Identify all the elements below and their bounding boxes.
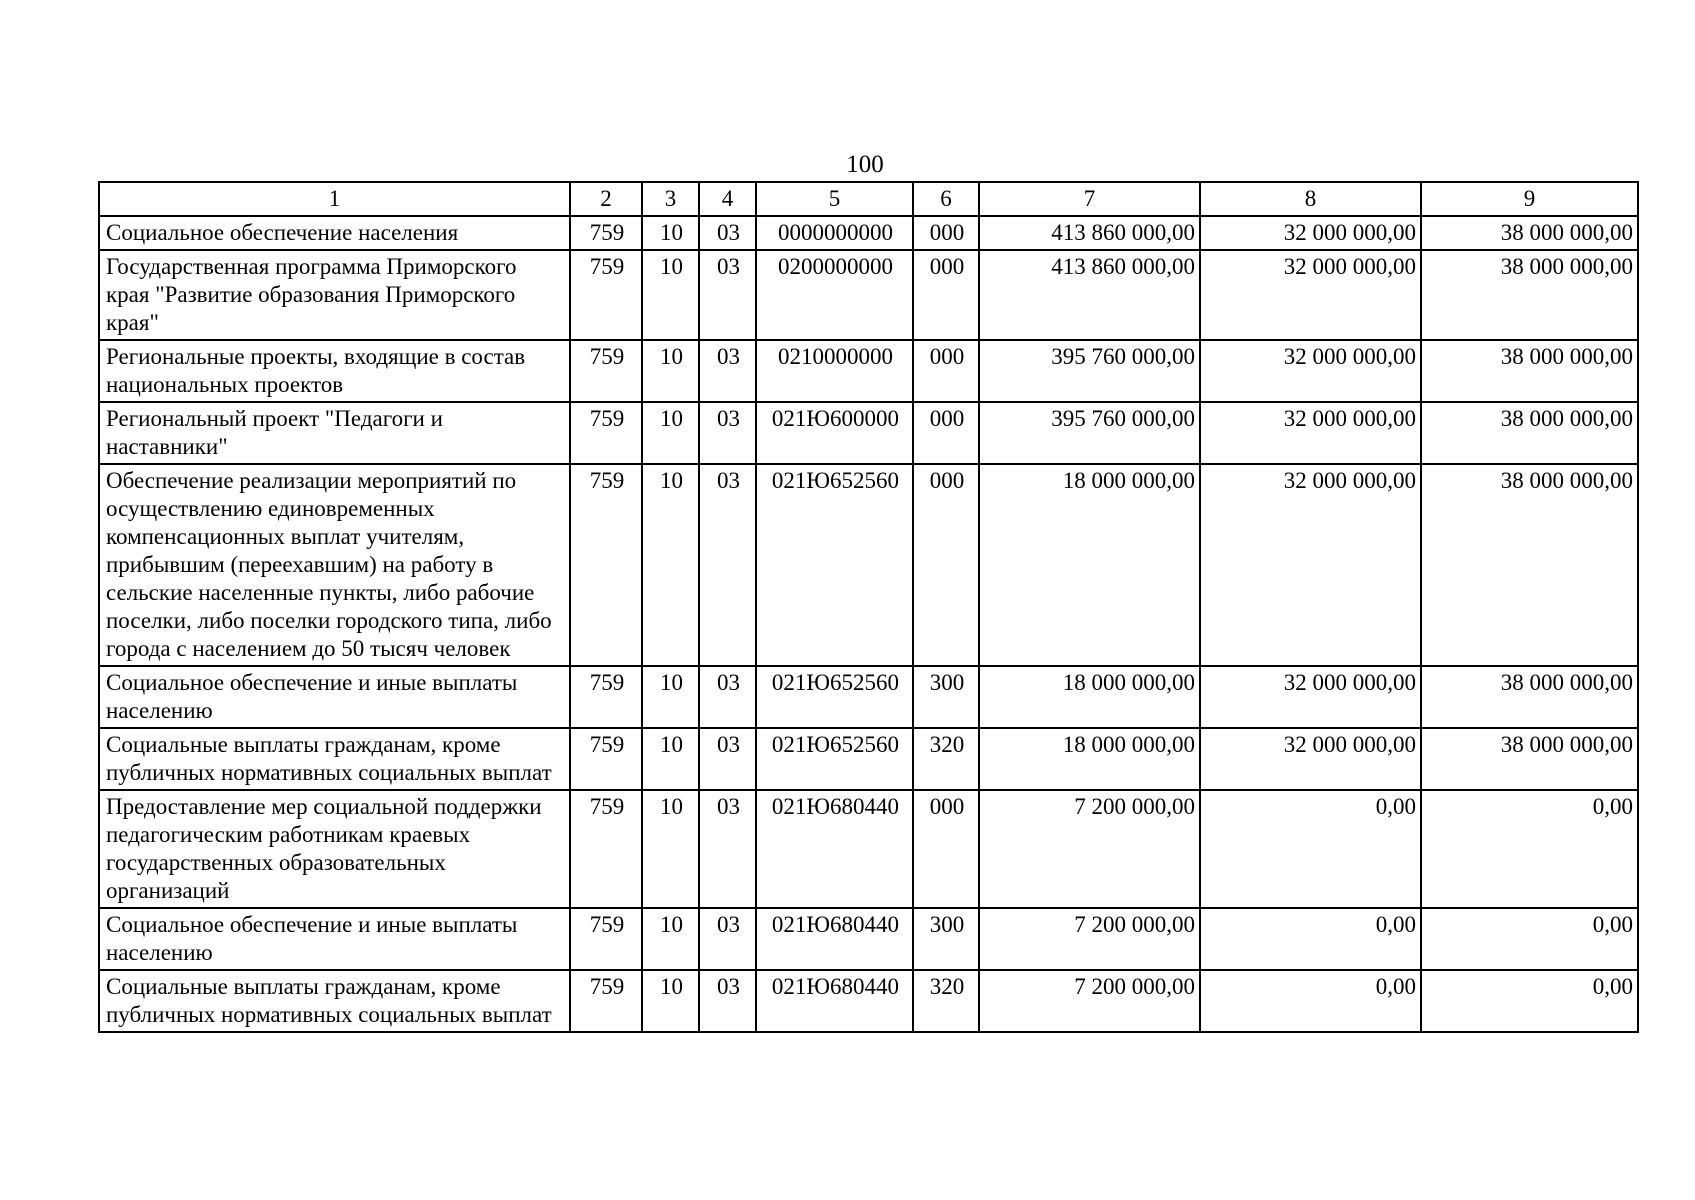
row-name-cell: Региональный проект "Педагоги и наставники" xyxy=(99,402,570,464)
amount-9-cell: 38 000 000,00 xyxy=(1421,250,1638,340)
table-row xyxy=(99,464,1638,666)
table-row xyxy=(99,908,1638,970)
row-name-cell: Социальные выплаты гражданам, кроме публичных нормативных социальных выплат xyxy=(99,728,570,790)
amount-9-cell: 38 000 000,00 xyxy=(1421,666,1638,728)
column-number-header: 1 xyxy=(99,182,570,216)
code-3-cell: 10 xyxy=(642,728,699,790)
table-row xyxy=(99,790,1638,908)
code-2-cell: 759 xyxy=(570,728,642,790)
amount-9-cell: 38 000 000,00 xyxy=(1421,464,1638,666)
code-4-cell: 03 xyxy=(699,216,756,250)
row-name-cell: Социальное обеспечение и иные выплаты населению xyxy=(99,666,570,728)
target-article-cell: 021Ю652560 xyxy=(756,464,913,666)
amount-8-cell: 32 000 000,00 xyxy=(1200,250,1421,340)
expense-type-cell: 300 xyxy=(913,908,979,970)
table-row xyxy=(99,728,1638,790)
amount-9-cell: 38 000 000,00 xyxy=(1421,340,1638,402)
code-4-cell: 03 xyxy=(699,666,756,728)
expense-type-cell: 300 xyxy=(913,666,979,728)
code-2-cell: 759 xyxy=(570,216,642,250)
amount-9-cell: 0,00 xyxy=(1421,790,1638,908)
row-name-cell: Государственная программа Приморского края "Развитие образования Приморского края" xyxy=(99,250,570,340)
target-article-cell: 021Ю652560 xyxy=(756,728,913,790)
table-row xyxy=(99,970,1638,1032)
row-name-cell: Социальное обеспечение и иные выплаты населению xyxy=(99,908,570,970)
amount-7-cell: 18 000 000,00 xyxy=(979,464,1200,666)
code-4-cell: 03 xyxy=(699,970,756,1032)
table-row xyxy=(99,250,1638,340)
amount-8-cell: 0,00 xyxy=(1200,790,1421,908)
code-3-cell: 10 xyxy=(642,340,699,402)
amount-7-cell: 7 200 000,00 xyxy=(979,970,1200,1032)
code-2-cell: 759 xyxy=(570,790,642,908)
target-article-cell: 021Ю600000 xyxy=(756,402,913,464)
amount-7-cell: 7 200 000,00 xyxy=(979,908,1200,970)
expense-type-cell: 320 xyxy=(913,970,979,1032)
amount-8-cell: 32 000 000,00 xyxy=(1200,402,1421,464)
amount-8-cell: 32 000 000,00 xyxy=(1200,216,1421,250)
column-number-header: 3 xyxy=(642,182,699,216)
amount-8-cell: 32 000 000,00 xyxy=(1200,728,1421,790)
code-3-cell: 10 xyxy=(642,908,699,970)
amount-7-cell: 18 000 000,00 xyxy=(979,666,1200,728)
row-name-cell: Социальные выплаты гражданам, кроме публичных нормативных социальных выплат xyxy=(99,970,570,1032)
amount-7-cell: 18 000 000,00 xyxy=(979,728,1200,790)
code-4-cell: 03 xyxy=(699,790,756,908)
page-number: 100 xyxy=(846,151,884,178)
target-article-cell: 0000000000 xyxy=(756,216,913,250)
expense-type-cell: 320 xyxy=(913,728,979,790)
amount-7-cell: 7 200 000,00 xyxy=(979,790,1200,908)
target-article-cell: 021Ю680440 xyxy=(756,970,913,1032)
expense-type-cell: 000 xyxy=(913,790,979,908)
column-number-row xyxy=(99,182,1638,216)
column-number-header: 2 xyxy=(570,182,642,216)
code-2-cell: 759 xyxy=(570,464,642,666)
column-number-header: 7 xyxy=(979,182,1200,216)
amount-7-cell: 413 860 000,00 xyxy=(979,216,1200,250)
amount-8-cell: 32 000 000,00 xyxy=(1200,666,1421,728)
amount-9-cell: 38 000 000,00 xyxy=(1421,402,1638,464)
code-4-cell: 03 xyxy=(699,402,756,464)
table-body xyxy=(99,216,1638,1032)
code-3-cell: 10 xyxy=(642,402,699,464)
code-3-cell: 10 xyxy=(642,790,699,908)
target-article-cell: 021Ю680440 xyxy=(756,908,913,970)
amount-8-cell: 32 000 000,00 xyxy=(1200,464,1421,666)
table-row xyxy=(99,666,1638,728)
column-number-header: 9 xyxy=(1421,182,1638,216)
row-name-cell: Предоставление мер социальной поддержки педагогическим работникам краевых государственных образовательных организаций xyxy=(99,790,570,908)
code-3-cell: 10 xyxy=(642,464,699,666)
row-name-cell: Социальное обеспечение населения xyxy=(99,216,570,250)
column-number-header: 4 xyxy=(699,182,756,216)
column-number-header: 8 xyxy=(1200,182,1421,216)
code-2-cell: 759 xyxy=(570,340,642,402)
row-name-cell: Обеспечение реализации мероприятий по осуществлению единовременных компенсационных выплат учителям, прибывшим (переехавшим) на работу в сельские населенные пункты, либо рабочие поселки, либо поселки городского типа, либо города с населением до 50 тысяч человек xyxy=(99,464,570,666)
amount-9-cell: 38 000 000,00 xyxy=(1421,728,1638,790)
amount-7-cell: 395 760 000,00 xyxy=(979,340,1200,402)
budget-table xyxy=(98,181,1639,1033)
code-3-cell: 10 xyxy=(642,970,699,1032)
amount-7-cell: 413 860 000,00 xyxy=(979,250,1200,340)
amount-8-cell: 0,00 xyxy=(1200,970,1421,1032)
table-row xyxy=(99,402,1638,464)
code-4-cell: 03 xyxy=(699,464,756,666)
target-article-cell: 0200000000 xyxy=(756,250,913,340)
code-4-cell: 03 xyxy=(699,908,756,970)
code-2-cell: 759 xyxy=(570,970,642,1032)
amount-9-cell: 0,00 xyxy=(1421,970,1638,1032)
expense-type-cell: 000 xyxy=(913,340,979,402)
amount-8-cell: 0,00 xyxy=(1200,908,1421,970)
row-name-cell: Региональные проекты, входящие в состав национальных проектов xyxy=(99,340,570,402)
target-article-cell: 021Ю680440 xyxy=(756,790,913,908)
amount-9-cell: 38 000 000,00 xyxy=(1421,216,1638,250)
code-4-cell: 03 xyxy=(699,250,756,340)
code-3-cell: 10 xyxy=(642,666,699,728)
amount-7-cell: 395 760 000,00 xyxy=(979,402,1200,464)
expense-type-cell: 000 xyxy=(913,464,979,666)
expense-type-cell: 000 xyxy=(913,250,979,340)
amount-8-cell: 32 000 000,00 xyxy=(1200,340,1421,402)
column-number-header: 6 xyxy=(913,182,979,216)
code-2-cell: 759 xyxy=(570,908,642,970)
table-row xyxy=(99,216,1638,250)
code-2-cell: 759 xyxy=(570,666,642,728)
column-number-header: 5 xyxy=(756,182,913,216)
code-2-cell: 759 xyxy=(570,402,642,464)
target-article-cell: 0210000000 xyxy=(756,340,913,402)
table-row xyxy=(99,340,1638,402)
code-2-cell: 759 xyxy=(570,250,642,340)
target-article-cell: 021Ю652560 xyxy=(756,666,913,728)
expense-type-cell: 000 xyxy=(913,216,979,250)
code-3-cell: 10 xyxy=(642,216,699,250)
expense-type-cell: 000 xyxy=(913,402,979,464)
amount-9-cell: 0,00 xyxy=(1421,908,1638,970)
code-4-cell: 03 xyxy=(699,728,756,790)
code-4-cell: 03 xyxy=(699,340,756,402)
code-3-cell: 10 xyxy=(642,250,699,340)
